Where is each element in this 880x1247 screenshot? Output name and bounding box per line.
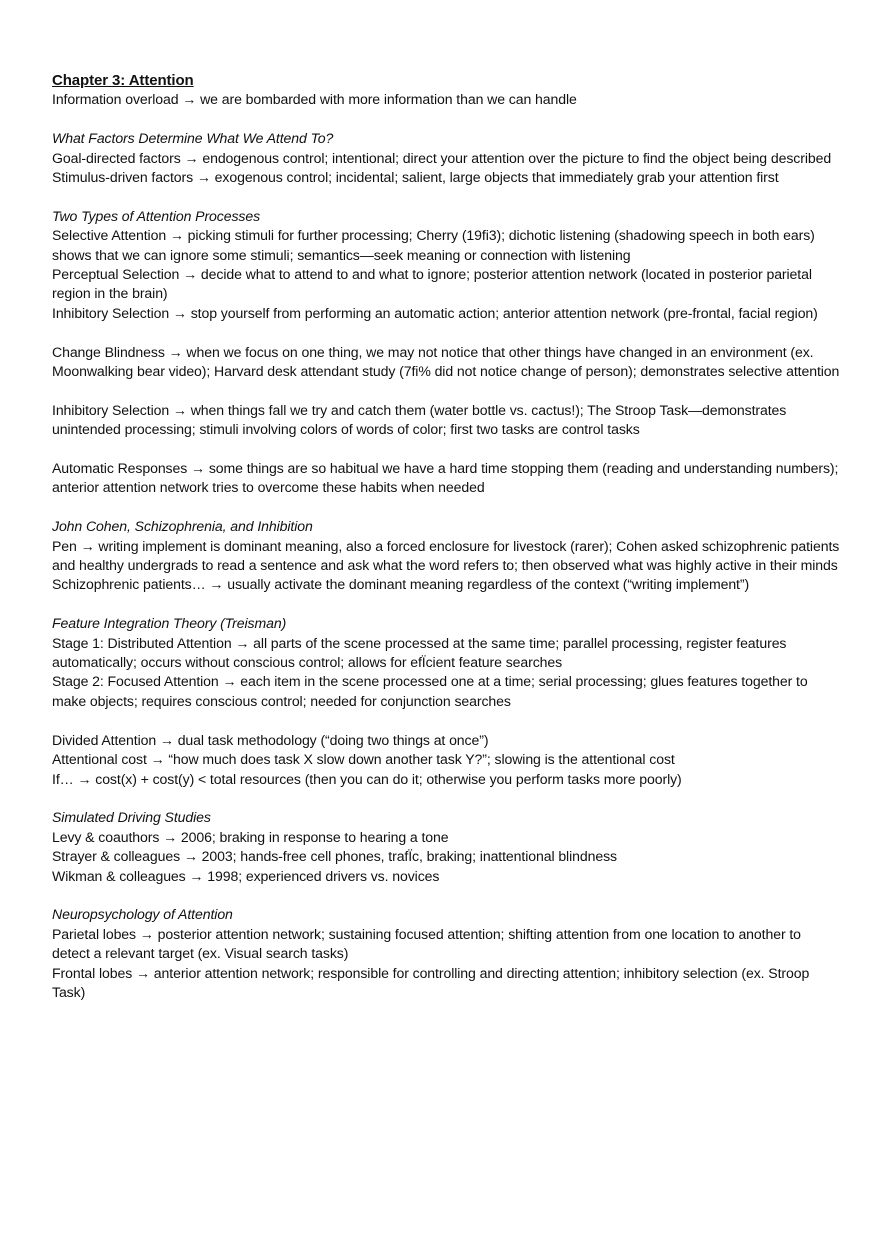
section-heading: What Factors Determine What We Attend To? — [52, 130, 334, 147]
note-line: Stage 2: Focused Attention → each item in the scene processed one at a time; serial processing; glues features together to make objects; requires conscious control; needed for conjunction searches — [52, 673, 808, 709]
note-line: Goal-directed factors → endogenous control; intentional; direct your attention over the picture to find the object being described — [52, 149, 832, 166]
note-line: Inhibitory Selection → stop yourself from performing an automatic action; anterior attention network (pre-frontal, facial region) — [52, 304, 818, 321]
note-line: Pen → writing implement is dominant meaning, also a forced enclosure for livestock (rarer); Cohen asked schizophrenic patients and healthy undergrads to read a sentence and ask what the word refers to; then observed what was highly active in their minds — [52, 537, 840, 574]
spacer — [52, 381, 842, 400]
note-line: Inhibitory Selection → when things fall we try and catch them (water bottle vs. cactus!); The Stroop Task—demonstrates unintended processing; stimuli involving colors of words of color; first two tasks are control tasks — [52, 401, 787, 438]
spacer — [52, 440, 842, 459]
note-line: Parietal lobes → posterior attention network; sustaining focused attention; shifting attention from one location to another to detect a relevant target (ex. Visual search tasks) — [52, 925, 801, 962]
intro-line: Information overload → we are bombarded with more information than we can handle — [52, 91, 577, 108]
document-page — [52, 71, 842, 1002]
spacer — [52, 110, 842, 129]
note-line: Automatic Responses → some things are so habitual we have a hard time stopping them (reading and understanding numbers); anterior attention network tries to overcome these habits when needed — [52, 460, 839, 496]
spacer — [52, 789, 842, 808]
note-line: Stimulus-driven factors → exogenous control; incidental; salient, large objects that immediately grab your attention first — [52, 169, 779, 186]
note-line: Frontal lobes → anterior attention network; responsible for controlling and directing attention; inhibitory selection (ex. Stroop Task) — [52, 964, 810, 1000]
note-line: Schizophrenic patients… → usually activate the dominant meaning regardless of the context (“writing implement”) — [52, 576, 750, 593]
note-line: If… → cost(x) + cost(y) < total resources (then you can do it; otherwise you perform tasks more poorly) — [52, 770, 682, 787]
spacer — [52, 323, 842, 342]
section-heading: Feature Integration Theory (Treisman) — [52, 615, 287, 632]
note-line: Attentional cost → “how much does task X slow down another task Y?”; slowing is the attentional cost — [52, 751, 675, 768]
spacer — [52, 886, 842, 905]
note-line: Change Blindness → when we focus on one thing, we may not notice that other things have changed in an environment (ex. Moonwalking bear video); Harvard desk attendant study (7fi% did not notice change of person); demonstrates selective attention — [52, 343, 840, 380]
section-heading: Two Types of Attention Processes — [52, 207, 261, 224]
section-heading: John Cohen, Schizophrenia, and Inhibition — [52, 518, 313, 535]
page-title: Chapter 3: Attention — [52, 72, 194, 89]
section-heading: Simulated Driving Studies — [52, 809, 211, 826]
note-line: Levy & coauthors → 2006; braking in response to hearing a tone — [52, 828, 449, 845]
spacer — [52, 711, 842, 730]
spacer — [52, 595, 842, 614]
note-line: Strayer & colleagues → 2003; hands-free cell phones, trafÏc, braking; inattentional blindness — [52, 848, 617, 865]
note-line: Stage 1: Distributed Attention → all parts of the scene processed at the same time; parallel processing, register features automatically; occurs without conscious control; allows for efÏcient feature searches — [52, 634, 787, 671]
section-heading: Neuropsychology of Attention — [52, 906, 233, 923]
note-line: Wikman & colleagues → 1998; experienced drivers vs. novices — [52, 867, 440, 884]
spacer — [52, 187, 842, 206]
note-line: Selective Attention → picking stimuli for further processing; Cherry (19fi3); dichotic listening (shadowing speech in both ears) shows that we can ignore some stimuli; semantics—seek meaning or connection with listening — [52, 227, 815, 263]
note-line: Perceptual Selection → decide what to attend to and what to ignore; posterior attention network (located in posterior parietal region in the brain) — [52, 266, 812, 302]
spacer — [52, 498, 842, 517]
note-line: Divided Attention → dual task methodology (“doing two things at once”) — [52, 731, 489, 748]
